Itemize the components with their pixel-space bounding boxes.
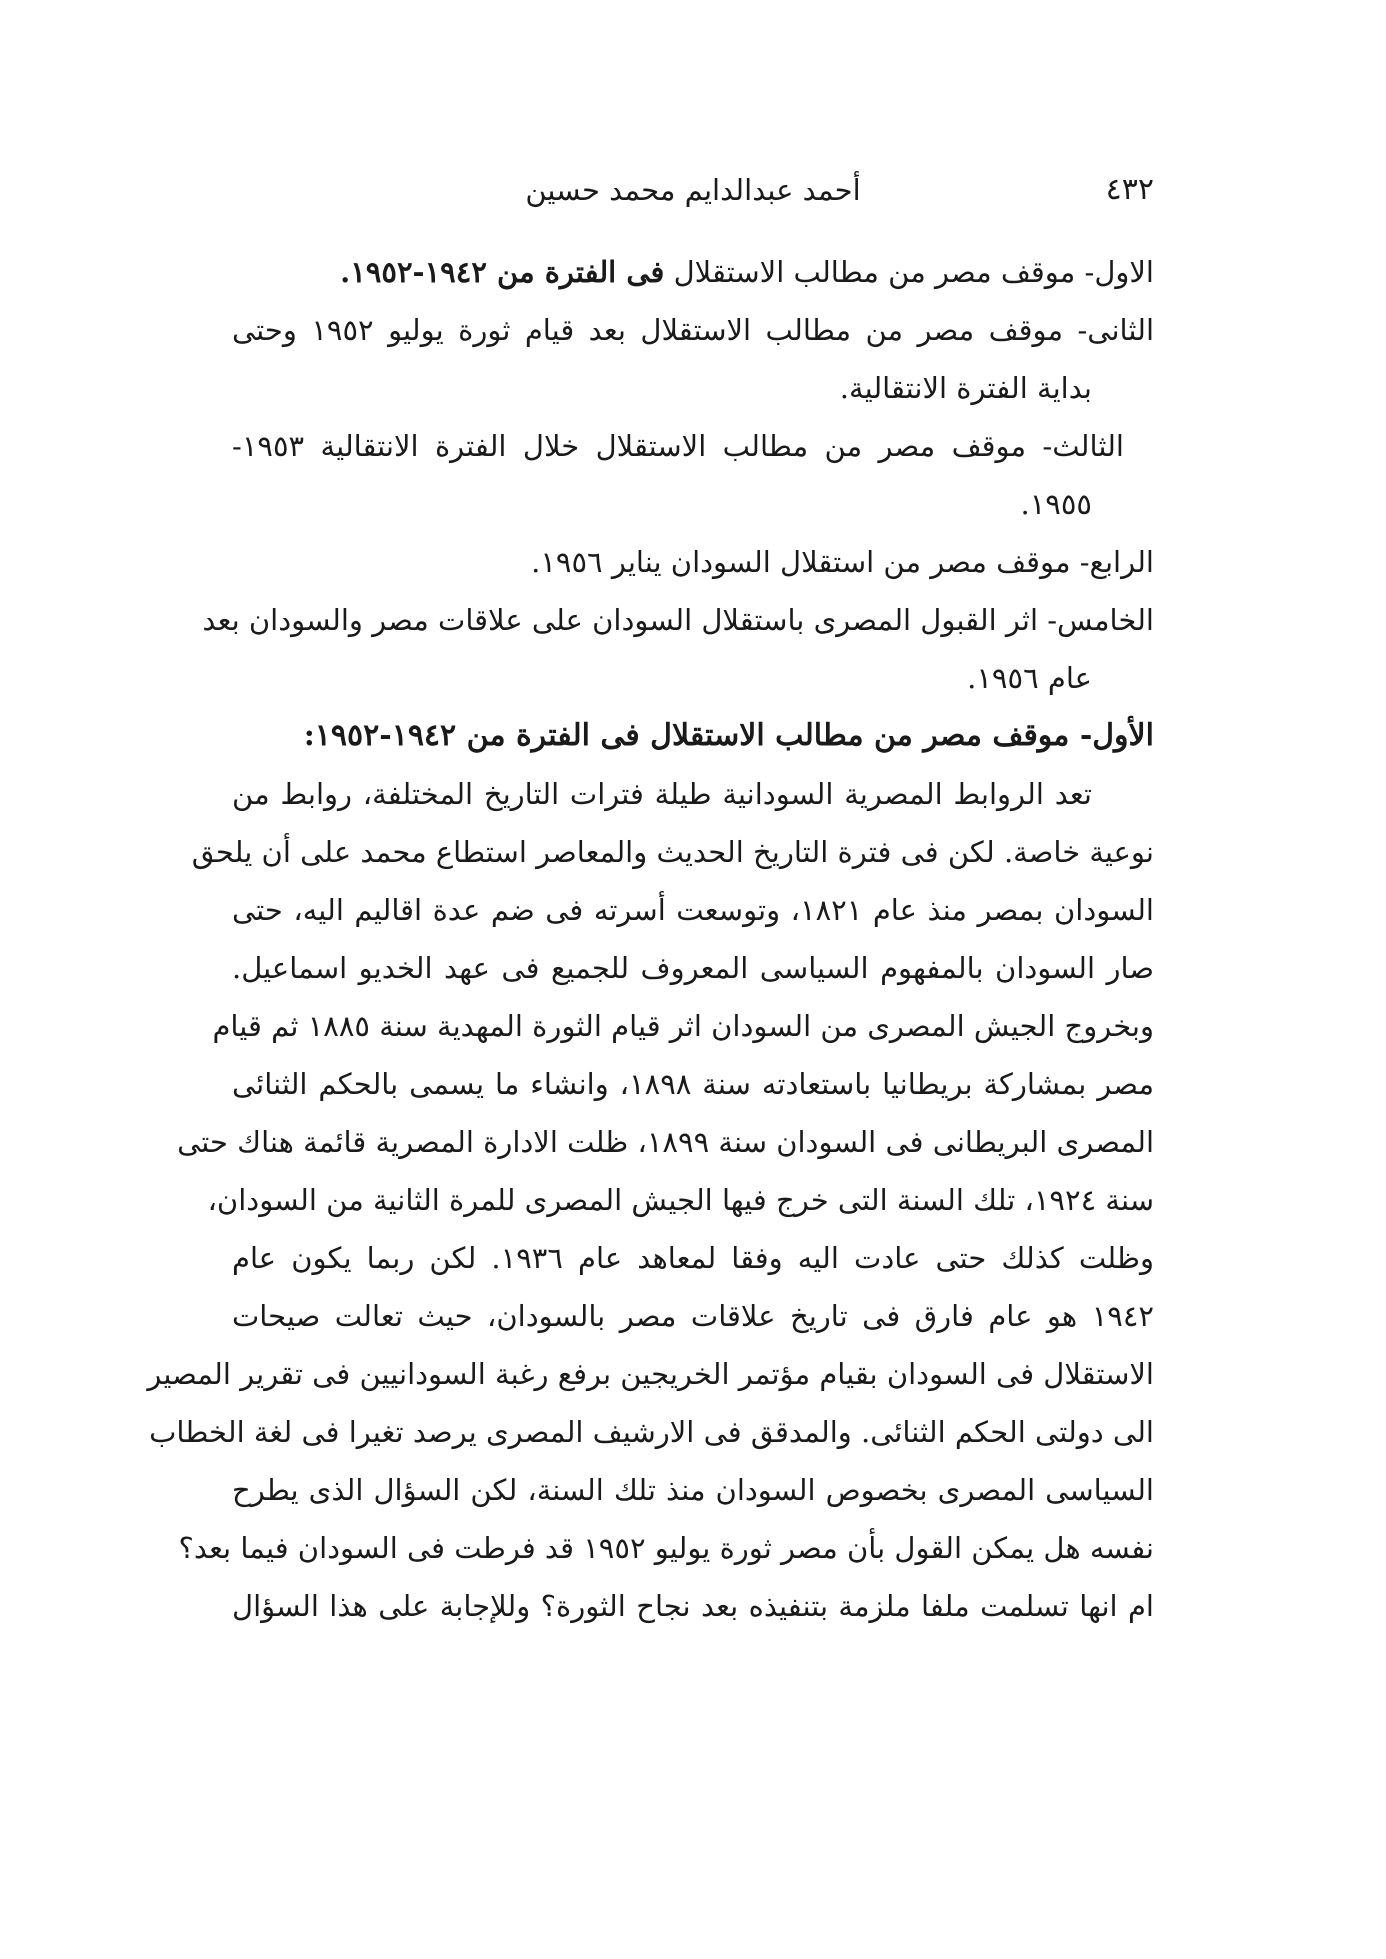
paragraph-line: المصرى البريطانى فى السودان سنة ١٨٩٩، ظلت الادارة المصرية قائمة هناك حتى [177, 1125, 1154, 1159]
list-item-3-line-2: ١٩٥٥. [1020, 487, 1092, 521]
paragraph-line: الى دولتى الحكم الثنائى. والمدقق فى الارشيف المصرى يرصد تغيرا فى لغة الخطاب [149, 1415, 1154, 1449]
paragraph-line: السودان بمصر منذ عام ١٨٢١، وتوسعت أسرته فى ضم عدة اقاليم اليه، حتى [232, 893, 1154, 927]
paragraph-line: السياسى المصرى بخصوص السودان منذ تلك السنة، لكن السؤال الذى يطرح [232, 1473, 1154, 1507]
paragraph-line: نفسه هل يمكن القول بأن مصر ثورة يوليو ١٩٥٢ قد فرطت فى السودان فيما بعد؟ [178, 1531, 1154, 1565]
list-item-1-text: الاول- موقف مصر من مطالب الاستقلال [664, 255, 1154, 289]
paragraph-line: نوعية خاصة. لكن فى فترة التاريخ الحديث والمعاصر استطاع محمد على أن يلحق [191, 835, 1154, 869]
list-item-1-bold: فى الفترة من ١٩٤٢-١٩٥٢. [340, 255, 665, 289]
section-heading: الأول- موقف مصر من مطالب الاستقلال فى الفترة من ١٩٤٢-١٩٥٢: [303, 718, 1154, 753]
paragraph-line: ١٩٤٢ هو عام فارق فى تاريخ علاقات مصر بالسودان، حيث تعالت صيحات [232, 1299, 1154, 1333]
page-header [232, 165, 1154, 215]
page-body [147, 243, 1154, 1635]
paragraph-line: الاستقلال فى السودان بقيام مؤتمر الخريجين برفع رغبة السودانيين فى تقرير المصير [147, 1357, 1154, 1391]
paragraph-line: مصر بمشاركة بريطانيا باستعادته سنة ١٨٩٨، وانشاء ما يسمى بالحكم الثنائى [232, 1067, 1154, 1101]
page-number: ٤٣٢ [1105, 172, 1154, 207]
paragraph-line: سنة ١٩٢٤، تلك السنة التى خرج فيها الجيش المصرى للمرة الثانية من السودان، [207, 1183, 1154, 1217]
list-item-5-line-1: الخامس- اثر القبول المصرى باستقلال السودان على علاقات مصر والسودان بعد [202, 603, 1154, 637]
list-item-2-line-1: الثانى- موقف مصر من مطالب الاستقلال بعد قيام ثورة يوليو ١٩٥٢ وحتى [232, 313, 1154, 347]
list-item-4: الرابع- موقف مصر من استقلال السودان يناير ١٩٥٦. [531, 545, 1154, 579]
paragraph-line: وبخروج الجيش المصرى من السودان اثر قيام الثورة المهدية سنة ١٨٨٥ ثم قيام [212, 1009, 1154, 1043]
paragraph-line: صار السودان بالمفهوم السياسى المعروف للجميع فى عهد الخديو اسماعيل. [232, 951, 1154, 985]
list-item-5-line-2: عام ١٩٥٦. [967, 661, 1092, 695]
running-head: أحمد عبدالدايم محمد حسين [525, 173, 861, 207]
list-item-1 [232, 243, 1154, 301]
paragraph-line: وظلت كذلك حتى عادت اليه وفقا لمعاهد عام ١٩٣٦. لكن ربما يكون عام [232, 1241, 1154, 1275]
paragraph-line: ام انها تسلمت ملفا ملزمة بتنفيذه بعد نجاح الثورة؟ وللإجابة على هذا السؤال [232, 1589, 1154, 1623]
list-item-3-line-1: الثالث- موقف مصر من مطالب الاستقلال خلال الفترة الانتقالية ١٩٥٣- [232, 429, 1124, 463]
list-item-2-line-2: بداية الفترة الانتقالية. [839, 371, 1092, 405]
paragraph-line: تعد الروابط المصرية السودانية طيلة فترات التاريخ المختلفة، روابط من [232, 777, 1092, 811]
